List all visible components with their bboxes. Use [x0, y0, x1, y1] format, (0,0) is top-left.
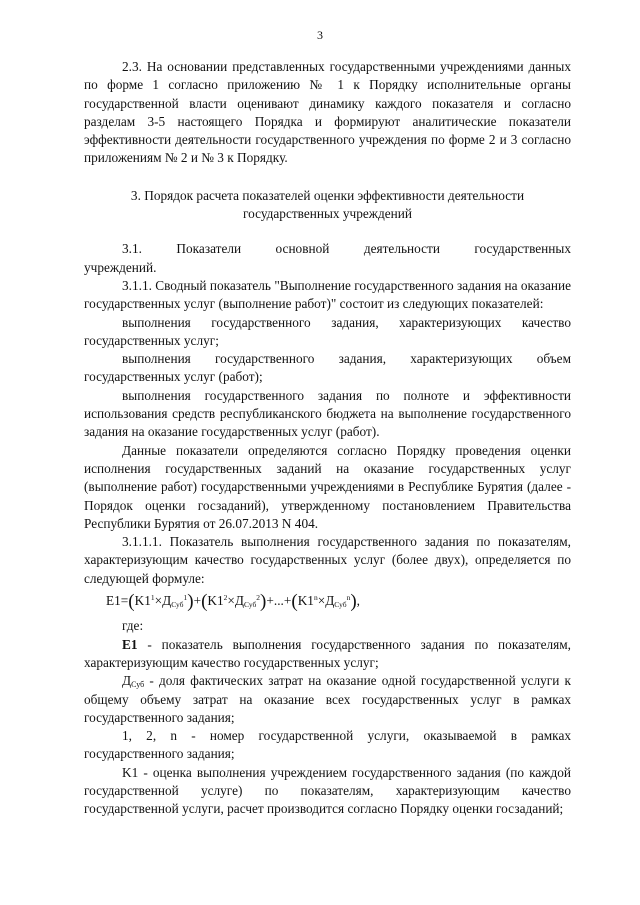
paragraph-3-1-1: 3.1.1. Сводный показатель "Выполнение государственного задания на оказание государственных услуг (выполнение работ)" состоит из следующих показателей: — [84, 277, 571, 312]
section-heading — [84, 187, 571, 224]
page-number: 3 — [317, 28, 323, 42]
paragraph-3-1-1-1: 3.1.1.1. Показатель выполнения государственного задания по показателям, характеризующим качество государственных услуг (более двух), определяется по следующей формуле: — [84, 534, 571, 586]
paragraph-3-1-line-2: учреждений. — [84, 259, 157, 275]
document-body — [84, 58, 571, 819]
paragraph-budget-indicators: выполнения государственного задания по полноте и эффективности использования средств республиканского бюджета на выполнение государственного задания на оказание государственных услуг (работ). — [84, 387, 571, 440]
paragraph-volume-indicators: выполнения государственного задания, характеризующих объем государственных услуг (работ); — [84, 351, 571, 385]
section-heading-line-1: 3. Порядок расчета показателей оценки эффективности деятельности — [130, 187, 525, 203]
formula-e1: $E1=(K1^1\times Д_{Суб}^1)+(K1^2\times Д_{Суб}^2)+...+(K1^n\times Д_{Суб}^n)$, — [106, 591, 360, 613]
definition-d-sub: $Д_{Суб}$ - доля фактических затрат на оказание одной государственной услуги к общему объему затрат на оказание всех государственных услуг в рамках государственного задания; — [84, 673, 571, 725]
section-heading-line-2: государственных учреждений — [243, 206, 412, 222]
definition-e1: E1 - показатель выполнения государственного задания по показателям, характеризующим качество государственных услуг; — [84, 636, 571, 670]
paragraph-order-reference: Данные показатели определяются согласно Порядку проведения оценки исполнения государственных заданий на оказание государственных услуг (выполнение работ) государственными учреждениями в Республике Бурятия (далее - Порядок оценки госзаданий), утвержденному постановлением Правительства Республики Бурятия от 26.07.2013 N 404. — [84, 442, 571, 531]
paragraph-3-1-line-1: 3.1. Показатели основной деятельности государственных — [122, 241, 571, 257]
definition-service-number: 1, 2, n - номер государственной услуги, оказываемой в рамках государственного задания; — [84, 728, 571, 762]
where-label: где: — [122, 618, 144, 634]
definition-k1: K1 - оценка выполнения учреждением государственного задания (по каждой государственной услуге) по показателям, характеризующим качество государственной услуги, расчет производится согласно Порядку оценки госзаданий; — [84, 764, 571, 817]
paragraph-2-3: 2.3. На основании представленных государственными учреждениями данных по форме 1 согласно приложению № 1 к Порядку исполнительные органы государственной власти оценивают динамику каждого показателя и согласно разделам 3-5 настоящего Порядка и формируют аналитические показатели эффективности деятельности государственного учреждения по форме 2 и 3 согласно приложениям № 2 и № 3 к Порядку. — [84, 59, 571, 166]
paragraph-quality-indicators: выполнения государственного задания, характеризующих качество государственных услуг; — [84, 314, 571, 348]
